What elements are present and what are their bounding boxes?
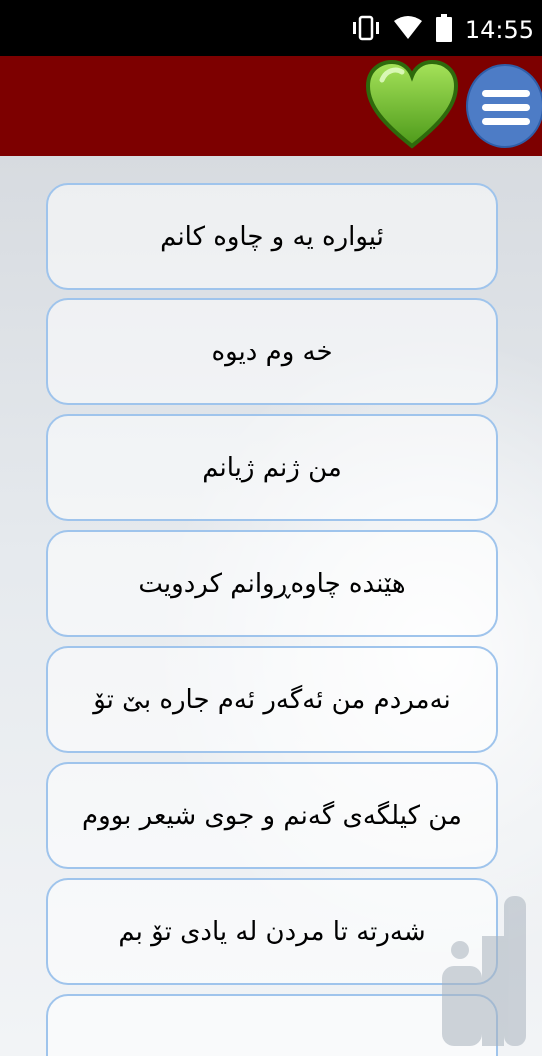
green-heart-icon[interactable] [364,58,460,152]
list-item[interactable] [46,298,498,405]
list-item-label: خه وم دیوه [211,336,333,367]
list-item[interactable] [46,878,498,985]
list-item-label: هێنده چاوەڕوانم کردویت [138,568,406,599]
battery-icon [435,14,453,46]
menu-button[interactable] [466,64,542,148]
list-item[interactable] [46,530,498,637]
list-item[interactable] [46,183,498,290]
list-item-label: ئیواره یه و چاوه کانم [160,221,384,252]
list-item[interactable] [46,646,498,753]
list-item-label: شەرته تا مردن له یادی تۆ بم [118,916,426,947]
store-logo-icon [438,896,538,1056]
list-item[interactable] [46,994,498,1056]
app-bar [0,56,542,156]
list-item[interactable] [46,414,498,521]
status-icons [351,14,534,46]
song-list [0,156,542,1056]
clock: 14:55 [464,16,534,44]
list-item-label: من کیلگەی گەنم و جوی شیعر بووم [82,800,462,831]
list-item[interactable] [46,762,498,869]
list-item-label: من ژنم ژیانم [202,452,342,483]
vibrate-icon [351,15,381,45]
status-bar [0,0,542,56]
list-item-label: نەمردم من ئەگەر ئەم جاره بێ تۆ [93,684,451,715]
wifi-icon [393,16,423,44]
